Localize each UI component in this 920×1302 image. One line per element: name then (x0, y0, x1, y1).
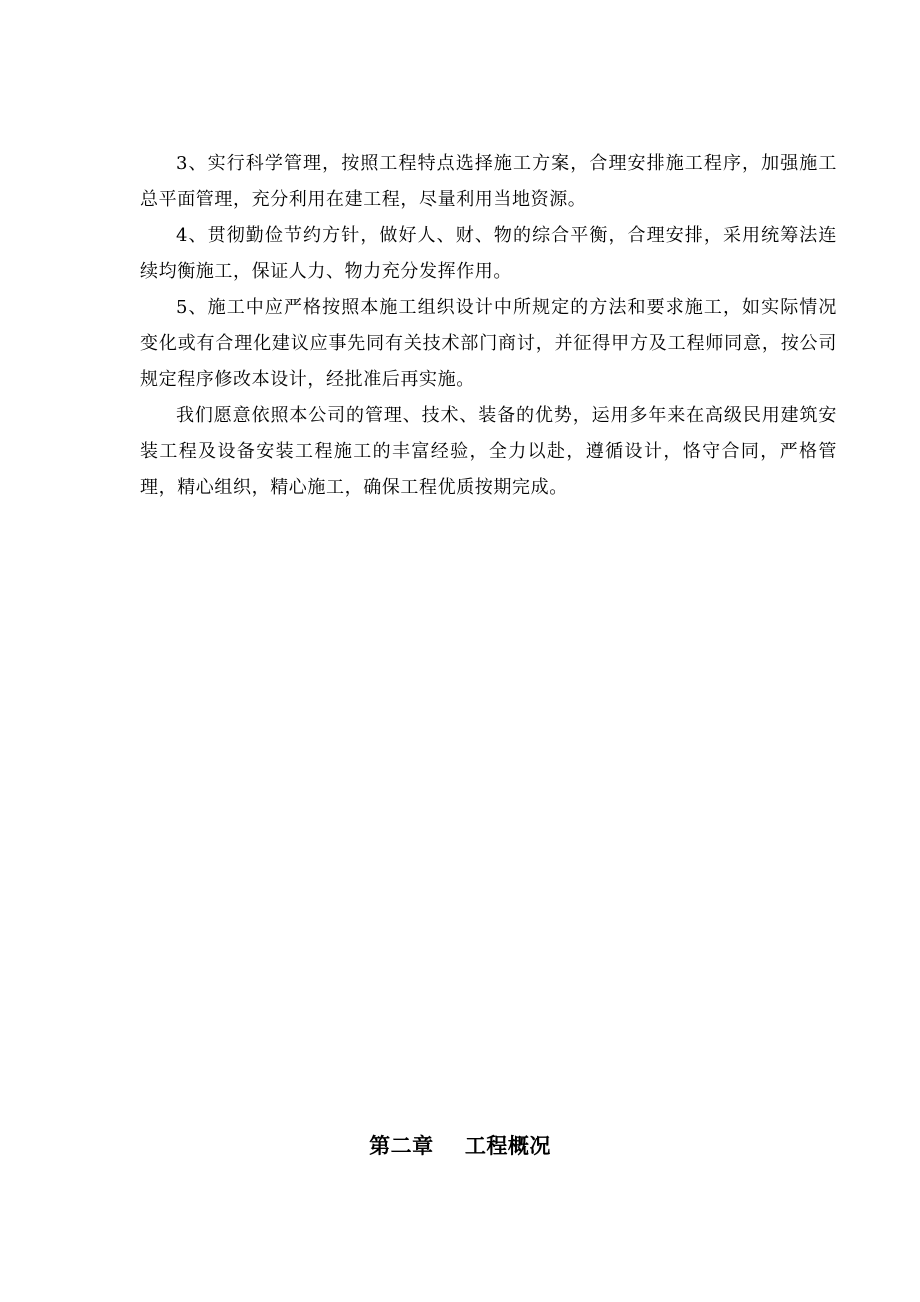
paragraph-item-5: 5、施工中应严格按照本施工组织设计中所规定的方法和要求施工，如实际情况变化或有合理化建议应事先同有关技术部门商讨，并征得甲方及工程师同意，按公司规定程序修改本设计，经批准后再实施。 (140, 297, 837, 390)
body-text (140, 146, 837, 506)
paragraph-item-4: 4、贯彻勤俭节约方针，做好人、财、物的综合平衡，合理安排，采用统筹法连续均衡施工，保证人力、物力充分发挥作用。 (140, 225, 837, 282)
paragraph-closing: 我们愿意依照本公司的管理、技术、装备的优势，运用多年来在高级民用建筑安装工程及设备安装工程施工的丰富经验，全力以赴，遵循设计，恪守合同，严格管理，精心组织，精心施工，确保工程优质按期完成。 (140, 405, 837, 498)
chapter-heading: 第二章 工程概况 (369, 1133, 551, 1158)
paragraph-item-3: 3、实行科学管理，按照工程特点选择施工方案，合理安排施工程序，加强施工总平面管理，充分利用在建工程，尽量利用当地资源。 (140, 153, 837, 210)
